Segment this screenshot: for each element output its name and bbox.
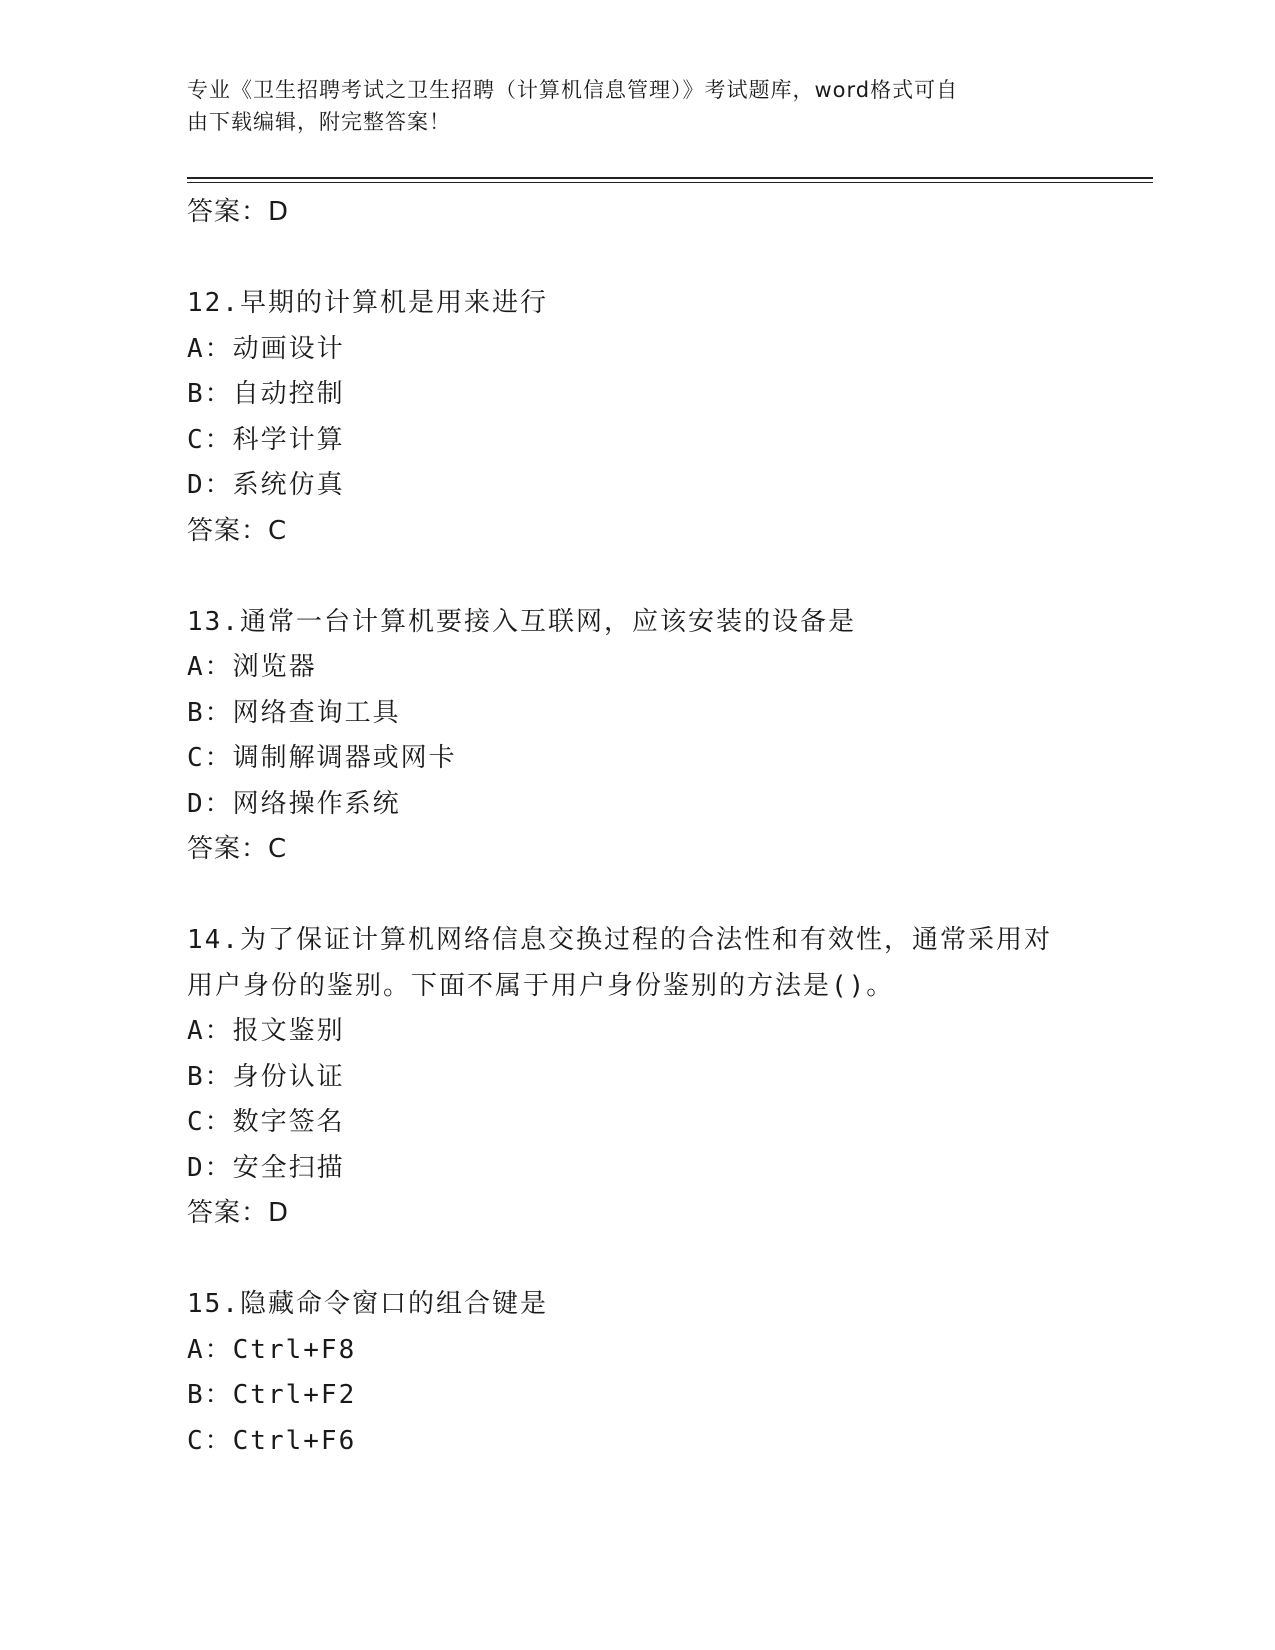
question-stem: 12.早期的计算机是用来进行 <box>187 288 548 318</box>
option-b: B：自动控制 <box>187 379 345 409</box>
option-a: A：浏览器 <box>187 652 317 682</box>
question-15 <box>187 1282 1107 1464</box>
spacer <box>187 873 1107 919</box>
spacer <box>187 1237 1107 1283</box>
header-divider-thin <box>187 182 1153 183</box>
answer-line: 答案：D <box>187 1198 290 1228</box>
header-divider-thick <box>187 177 1153 179</box>
question-12 <box>187 281 1107 554</box>
option-c: C：调制解调器或网卡 <box>187 743 457 773</box>
option-a: A：动画设计 <box>187 333 345 364</box>
header-line-2: 由下载编辑，附完整答案！ <box>187 110 451 134</box>
question-13 <box>187 600 1107 873</box>
option-a: A：Ctrl+F8 <box>187 1334 357 1365</box>
question-stem-line-2: 用户身份的鉴别。下面不属于用户身份鉴别的方法是()。 <box>187 970 895 1001</box>
answer-line: 答案：D <box>187 197 290 227</box>
option-c: C：Ctrl+F6 <box>187 1425 357 1456</box>
spacer <box>187 554 1107 600</box>
question-stem: 13.通常一台计算机要接入互联网，应该安装的设备是 <box>187 606 856 637</box>
option-d: D：网络操作系统 <box>187 788 401 819</box>
document-header-note <box>187 74 1087 138</box>
question-content <box>187 190 1107 1464</box>
option-c: C：科学计算 <box>187 424 345 455</box>
option-d: D：安全扫描 <box>187 1152 345 1183</box>
header-line-1: 专业《卫生招聘考试之卫生招聘（计算机信息管理）》考试题库，word格式可自 <box>187 78 959 102</box>
option-b: B：网络查询工具 <box>187 697 401 728</box>
option-a: A：报文鉴别 <box>187 1016 345 1046</box>
option-d: D：系统仿真 <box>187 470 345 500</box>
option-b: B：身份认证 <box>187 1061 345 1092</box>
option-c: C：数字签名 <box>187 1107 345 1137</box>
spacer <box>187 236 1107 282</box>
question-stem-line-1: 14.为了保证计算机网络信息交换过程的合法性和有效性，通常采用对 <box>187 925 1052 955</box>
answer-line: 答案：C <box>187 834 288 864</box>
answer-line: 答案：C <box>187 515 288 546</box>
question-14 <box>187 918 1107 1237</box>
question-stem: 15.隐藏命令窗口的组合键是 <box>187 1289 548 1319</box>
option-b: B：Ctrl+F2 <box>187 1380 357 1410</box>
